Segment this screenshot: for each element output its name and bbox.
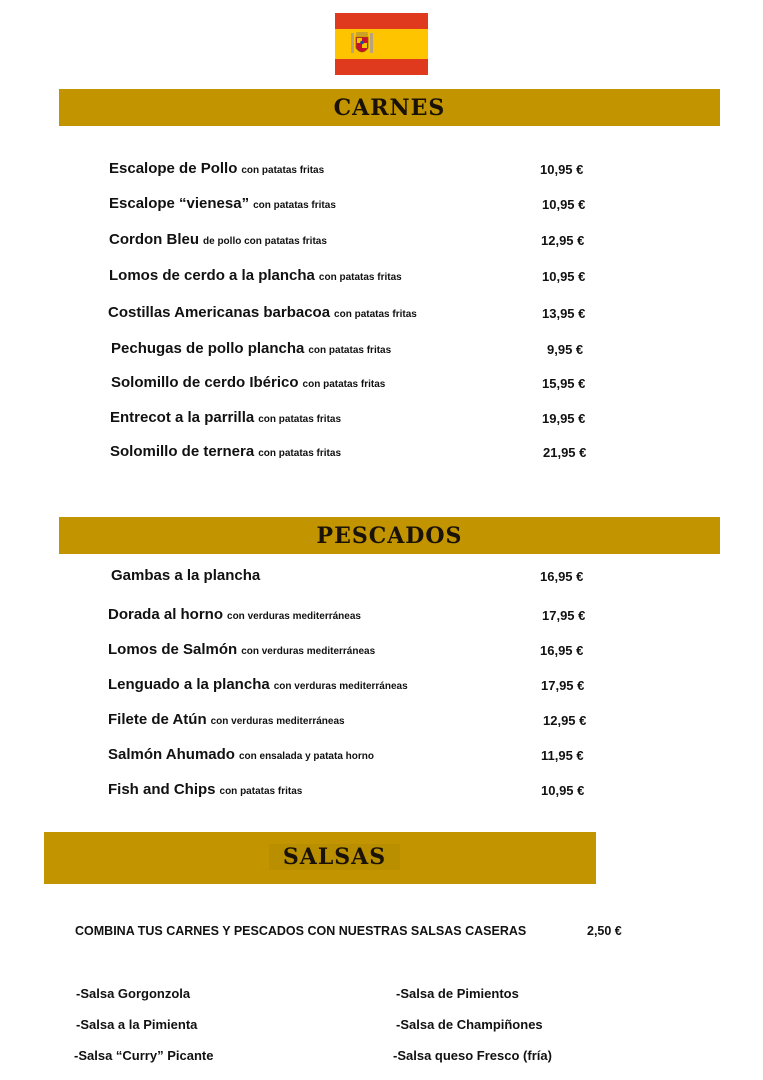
menu-item-price: 9,95 € [547,342,584,357]
menu-item-description: con verduras mediterráneas [241,646,376,657]
menu-item-price: 17,95 € [541,678,585,693]
menu-item-price: 13,95 € [542,306,586,321]
menu-item [111,567,264,584]
spain-flag-icon [335,13,428,75]
menu-item-description: con verduras mediterráneas [227,611,361,622]
menu-item-description: con patatas fritas [258,414,342,425]
menu-item-description: con patatas fritas [258,448,342,459]
menu-item [108,606,361,623]
menu-item-price: 15,95 € [542,376,586,391]
menu-item [108,781,302,798]
menu-item-price: 11,95 € [541,748,584,763]
menu-item-description: con patatas fritas [219,786,303,797]
menu-item-description: de pollo con patatas fritas [203,236,327,247]
menu-item-name: Pechugas de pollo plancha [111,340,305,357]
menu-item-price: 12,95 € [543,713,587,728]
menu-item-name: Solomillo de cerdo Ibérico [111,374,299,391]
menu-item [108,641,375,658]
menu-item [109,160,324,177]
menu-item [110,443,341,460]
menu-item-description: con ensalada y patata horno [238,751,374,762]
menu-item [108,746,374,763]
sauce-item: -Salsa de Pimientos [396,986,519,1001]
carnes-title: CARNES [333,95,446,121]
coat-of-arms-icon [349,31,375,58]
menu-item [110,409,341,426]
menu-item [111,374,385,391]
menu-item-description: con patatas fritas [308,345,392,356]
salsas-title: SALSAS [269,844,400,870]
menu-item-price: 10,95 € [542,269,586,284]
menu-item-name: Dorada al horno [108,606,224,623]
menu-item-description: con patatas fritas [241,165,325,176]
menu-item-price: 10,95 € [540,162,584,177]
menu-item-name: Lomos de Salmón [108,641,238,658]
menu-item [109,195,336,212]
flag-red-stripe-top [335,13,428,29]
menu-item-price: 10,95 € [541,783,585,798]
menu-item-name: Filete de Atún [108,711,207,728]
menu-item-name: Costillas Americanas barbacoa [108,304,331,321]
sauce-item: -Salsa de Champiñones [396,1017,543,1032]
salsas-combo-text: COMBINA TUS CARNES Y PESCADOS CON NUESTRAS SALSAS CASERAS [75,924,527,938]
menu-item-name: Lomos de cerdo a la plancha [109,267,315,284]
menu-item-name: Solomillo de ternera [110,443,255,460]
menu-item-price: 17,95 € [542,608,586,623]
menu-item [108,676,408,693]
sauce-item: -Salsa queso Fresco (fría) [393,1048,552,1063]
menu-item-description: con verduras mediterráneas [210,716,345,727]
menu-item-description: con patatas fritas [318,272,402,283]
menu-item-description: con patatas fritas [334,309,417,320]
menu-item [108,711,345,728]
menu-item-price: 16,95 € [540,569,584,584]
menu-item-price: 12,95 € [541,233,585,248]
menu-item-name: Lenguado a la plancha [108,676,270,693]
menu-item-description: con patatas fritas [302,379,386,390]
sauce-item: -Salsa a la Pimienta [76,1017,198,1032]
menu-item-name: Salmón Ahumado [108,746,235,763]
menu-item [108,304,417,321]
menu-item-name: Cordon Bleu [109,231,199,248]
menu-item [109,231,327,248]
menu-item-price: 19,95 € [542,411,586,426]
menu-item-name: Escalope de Pollo [109,160,238,177]
menu-item-name: Entrecot a la parrilla [110,409,255,426]
flag-red-stripe-bottom [335,59,428,75]
menu-item [111,340,391,357]
sauce-item: -Salsa “Curry” Picante [74,1048,214,1063]
menu-item-price: 10,95 € [542,197,586,212]
salsas-combo-price: 2,50 € [587,924,622,938]
menu-item-description: con verduras mediterráneas [273,681,408,692]
pescados-title: PESCADOS [316,523,463,549]
menu-item-name: Escalope “vienesa” [109,195,250,212]
menu-item-name: Fish and Chips [108,781,216,798]
menu-item-description: con patatas fritas [253,200,336,211]
menu-item-price: 16,95 € [540,643,584,658]
menu-item-name: Gambas a la plancha [111,567,261,584]
menu-item-price: 21,95 € [543,445,587,460]
menu-item [109,267,402,284]
sauce-item: -Salsa Gorgonzola [76,986,191,1001]
